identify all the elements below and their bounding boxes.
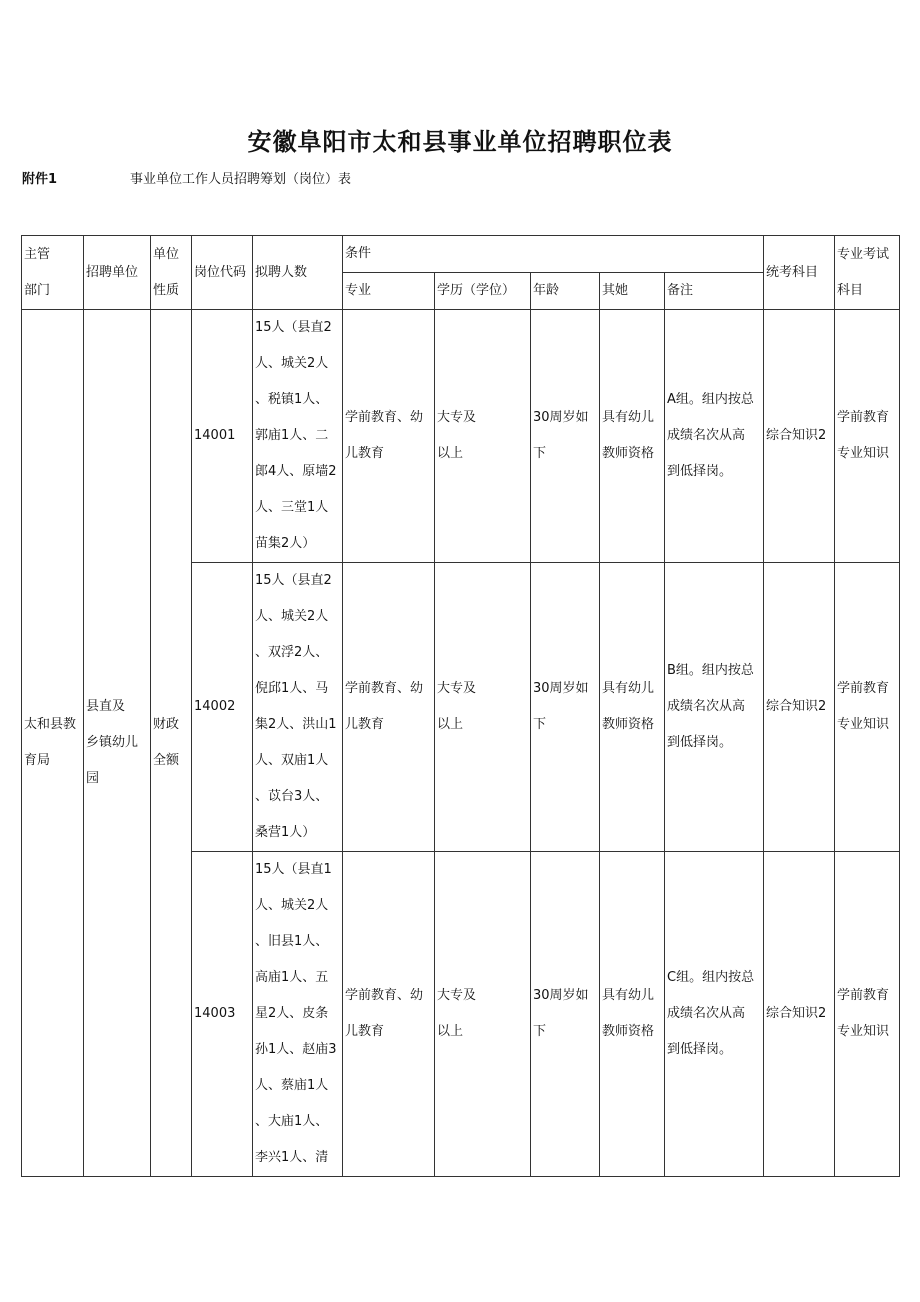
header-special-exam: 专业考试 科目 (835, 236, 900, 310)
cell-other: 具有幼儿 教师资格 (600, 563, 665, 852)
header-exam: 统考科目 (764, 236, 835, 310)
cell-major: 学前教育、幼 儿教育 (343, 852, 435, 1177)
cell-special-exam: 学前教育 专业知识 (835, 563, 900, 852)
header-age: 年龄 (531, 273, 600, 310)
header-major: 专业 (343, 273, 435, 310)
header-nature: 单位 性质 (151, 236, 192, 310)
cell-special-exam: 学前教育 专业知识 (835, 310, 900, 563)
cell-exam: 综合知识2 (764, 310, 835, 563)
cell-remarks: A组。组内按总 成绩名次从高 到低择岗。 (665, 310, 764, 563)
header-conditions: 条件 (343, 236, 764, 273)
header-unit: 招聘单位 (84, 236, 151, 310)
cell-other: 具有幼儿 教师资格 (600, 852, 665, 1177)
attachment-label: 附件1 (22, 172, 58, 187)
page-title: 安徽阜阳市太和县事业单位招聘职位表 (247, 128, 673, 156)
cell-age: 30周岁如 下 (531, 852, 600, 1177)
cell-education: 大专及 以上 (435, 563, 531, 852)
cell-count: 15人（县直2 人、城关2人 、双浮2人、 倪邱1人、马 集2人、洪山1 人、双庙1人 、苡台3人、 桑营1人） (253, 563, 343, 852)
cell-education: 大专及 以上 (435, 310, 531, 563)
cell-nature: 财政 全额 (151, 310, 192, 1177)
cell-dept: 太和县教 育局 (22, 310, 84, 1177)
cell-code: 14002 (192, 563, 253, 852)
table-row (22, 310, 900, 563)
cell-age: 30周岁如 下 (531, 563, 600, 852)
cell-remarks: B组。组内按总 成绩名次从高 到低择岗。 (665, 563, 764, 852)
header-remarks: 备注 (665, 273, 764, 310)
cell-education: 大专及 以上 (435, 852, 531, 1177)
cell-other: 具有幼儿 教师资格 (600, 310, 665, 563)
cell-special-exam: 学前教育 专业知识 (835, 852, 900, 1177)
cell-age: 30周岁如 下 (531, 310, 600, 563)
header-code: 岗位代码 (192, 236, 253, 310)
cell-unit: 县直及 乡镇幼儿 园 (84, 310, 151, 1177)
recruitment-table (21, 235, 900, 1177)
cell-major: 学前教育、幼 儿教育 (343, 563, 435, 852)
cell-exam: 综合知识2 (764, 852, 835, 1177)
cell-count: 15人（县直1 人、城关2人 、旧县1人、 高庙1人、五 星2人、皮条 孙1人、赵庙3 人、蔡庙1人 、大庙1人、 李兴1人、清 (253, 852, 343, 1177)
cell-major: 学前教育、幼 儿教育 (343, 310, 435, 563)
cell-count: 15人（县直2 人、城关2人 、税镇1人、 郭庙1人、二 郎4人、原墙2 人、三堂1人 苗集2人） (253, 310, 343, 563)
cell-code: 14001 (192, 310, 253, 563)
header-education: 学历（学位） (435, 273, 531, 310)
cell-remarks: C组。组内按总 成绩名次从高 到低择岗。 (665, 852, 764, 1177)
header-dept: 主管 部门 (22, 236, 84, 310)
cell-exam: 综合知识2 (764, 563, 835, 852)
cell-code: 14003 (192, 852, 253, 1177)
header-row (22, 236, 900, 273)
header-count: 拟聘人数 (253, 236, 343, 310)
table-subtitle: 事业单位工作人员招聘筹划（岗位）表 (130, 172, 352, 187)
header-other: 其她 (600, 273, 665, 310)
